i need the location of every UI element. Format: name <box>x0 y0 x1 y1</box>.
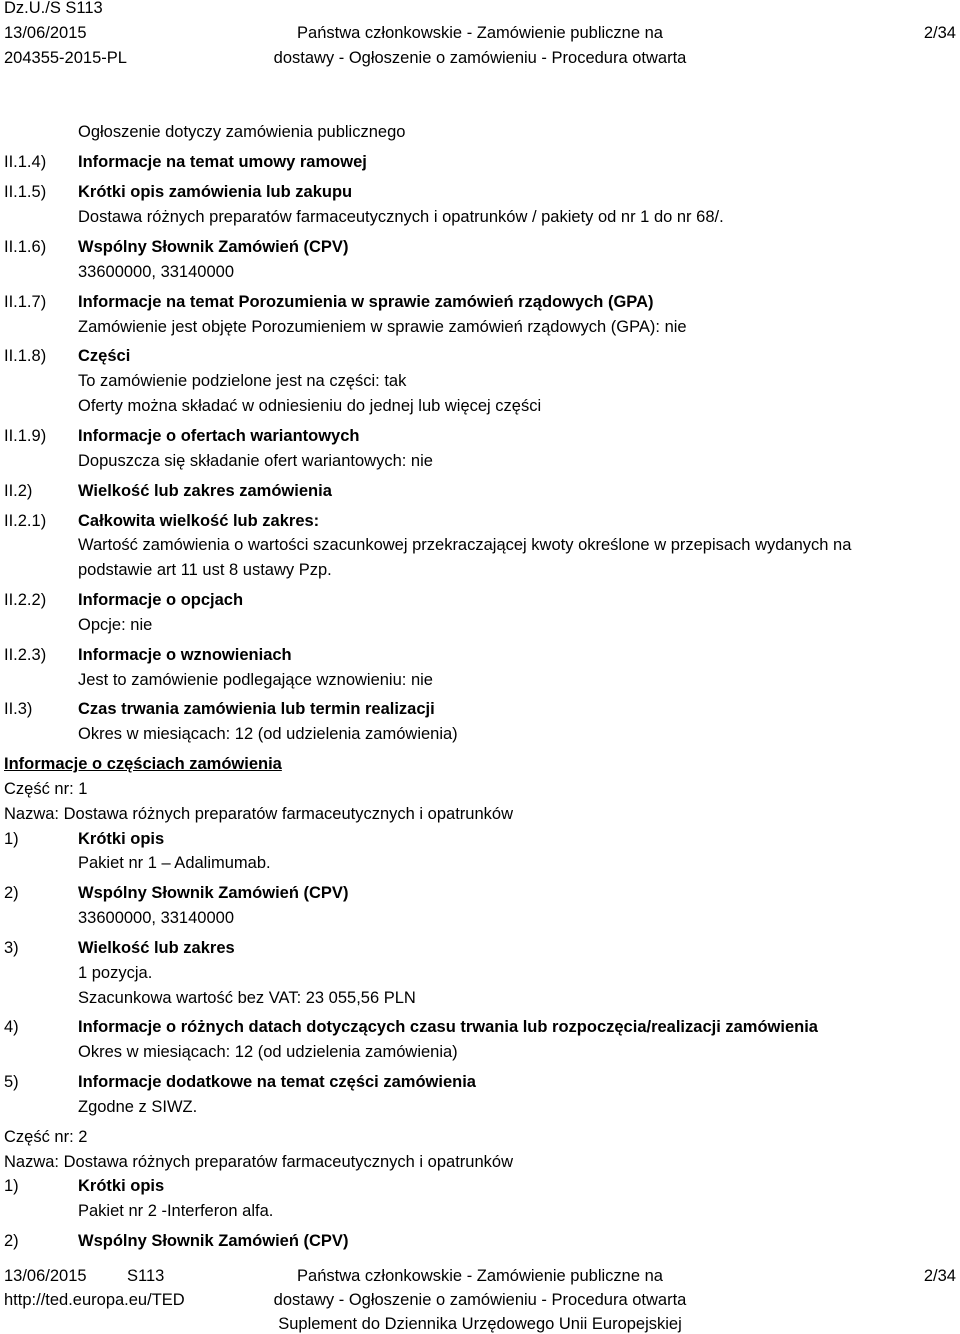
section-number: II.1.4) <box>4 153 47 171</box>
section-text: Oferty można składać w odniesieniu do jednej lub więcej części <box>78 397 542 415</box>
section-intro: Ogłoszenie dotyczy zamówienia publicznego <box>78 123 406 141</box>
header-title-line1: Państwa członkowskie - Zamówienie publiczne na <box>297 24 663 42</box>
section-title: Informacje na temat umowy ramowej <box>78 153 367 171</box>
section-title: Informacje o ofertach wariantowych <box>78 427 360 445</box>
footer-title-line2: dostawy - Ogłoszenie o zamówieniu - Procedura otwarta <box>273 1291 687 1309</box>
section-text: Jest to zamówienie podlegające wznowieniu: nie <box>78 671 433 689</box>
section-text: 33600000, 33140000 <box>78 263 234 281</box>
item-title: Wspólny Słownik Zamówień (CPV) <box>78 1232 349 1250</box>
item-number: 3) <box>4 939 19 957</box>
header-page-number: 2/34 <box>923 24 956 42</box>
item-text: Szacunkowa wartość bez VAT: 23 055,56 PLN <box>78 989 416 1007</box>
section-text: Okres w miesiącach: 12 (od udzielenia zamówienia) <box>78 725 458 743</box>
section-text: Dostawa różnych preparatów farmaceutycznych i opatrunków / pakiety od nr 1 do nr 68/. <box>78 208 724 226</box>
item-title: Wielkość lub zakres <box>78 939 235 957</box>
item-title: Wspólny Słownik Zamówień (CPV) <box>78 884 349 902</box>
section-title: Informacje na temat Porozumienia w sprawie zamówień rządowych (GPA) <box>78 293 654 311</box>
item-text: 1 pozycja. <box>78 964 153 982</box>
section-title: Czas trwania zamówienia lub termin realizacji <box>78 700 435 718</box>
section-number: II.1.7) <box>4 293 47 311</box>
section-text: Opcje: nie <box>78 616 153 634</box>
footer-date: 13/06/2015 <box>4 1267 87 1285</box>
section-title: Informacje o wznowieniach <box>78 646 292 664</box>
section-title: Wielkość lub zakres zamówienia <box>78 482 332 500</box>
item-text: Okres w miesiącach: 12 (od udzielenia zamówienia) <box>78 1043 458 1061</box>
section-title: Krótki opis zamówienia lub zakupu <box>78 183 353 201</box>
section-number: II.3) <box>4 700 33 718</box>
section-number: II.1.5) <box>4 183 47 201</box>
section-text: Dopuszcza się składanie ofert wariantowych: nie <box>78 452 433 470</box>
item-text: 33600000, 33140000 <box>78 909 234 927</box>
journal-ref: Dz.U./S S113 <box>4 0 103 17</box>
item-title: Krótki opis <box>78 1177 165 1195</box>
item-title: Krótki opis <box>78 830 165 848</box>
item-number: 4) <box>4 1018 19 1036</box>
parts-heading: Informacje o częściach zamówienia <box>4 755 282 773</box>
section-title: Części <box>78 347 131 365</box>
section-number: II.2.2) <box>4 591 47 609</box>
footer-page-number: 2/34 <box>923 1267 956 1285</box>
item-text: Pakiet nr 2 -Interferon alfa. <box>78 1202 274 1220</box>
section-number: II.2) <box>4 482 33 500</box>
item-text: Zgodne z SIWZ. <box>78 1098 198 1116</box>
item-number: 1) <box>4 1177 19 1195</box>
part-name: Nazwa: Dostawa różnych preparatów farmaceutycznych i opatrunków <box>4 1153 513 1171</box>
section-text: Zamówienie jest objęte Porozumieniem w sprawie zamówień rządowych (GPA): nie <box>78 318 687 336</box>
item-number: 1) <box>4 830 19 848</box>
notice-id: 204355-2015-PL <box>4 49 127 67</box>
section-text: Wartość zamówienia o wartości szacunkowej przekraczającej kwoty określone w przepisach wydanych na podstawie art 11 ust 8 ustawy Pzp. <box>78 536 852 579</box>
section-text: To zamówienie podzielone jest na części: tak <box>78 372 407 390</box>
footer-supplement: Suplement do Dziennika Urzędowego Unii Europejskiej <box>278 1315 682 1333</box>
part-name: Nazwa: Dostawa różnych preparatów farmaceutycznych i opatrunków <box>4 805 513 823</box>
item-title: Informacje dodatkowe na temat części zamówienia <box>78 1073 476 1091</box>
section-number: II.2.3) <box>4 646 47 664</box>
section-number: II.1.9) <box>4 427 47 445</box>
header-title-line2: dostawy - Ogłoszenie o zamówieniu - Procedura otwarta <box>273 49 687 67</box>
footer-issue: S113 <box>127 1267 165 1285</box>
section-number: II.1.6) <box>4 238 47 256</box>
item-title: Informacje o różnych datach dotyczących czasu trwania lub rozpoczęcia/realizacji zamówienia <box>78 1018 818 1036</box>
part-number: Część nr: 1 <box>4 780 88 798</box>
item-number: 2) <box>4 1232 19 1250</box>
section-title: Całkowita wielkość lub zakres: <box>78 512 320 530</box>
item-text: Pakiet nr 1 – Adalimumab. <box>78 854 271 872</box>
section-title: Wspólny Słownik Zamówień (CPV) <box>78 238 349 256</box>
footer-link[interactable]: http://ted.europa.eu/TED <box>4 1291 185 1309</box>
section-title: Informacje o opcjach <box>78 591 244 609</box>
section-number: II.2.1) <box>4 512 47 530</box>
part-number: Część nr: 2 <box>4 1128 88 1146</box>
header-date: 13/06/2015 <box>4 24 87 42</box>
section-number: II.1.8) <box>4 347 47 365</box>
footer-title-line1: Państwa członkowskie - Zamówienie publiczne na <box>297 1267 663 1285</box>
item-number: 5) <box>4 1073 19 1091</box>
item-number: 2) <box>4 884 19 902</box>
